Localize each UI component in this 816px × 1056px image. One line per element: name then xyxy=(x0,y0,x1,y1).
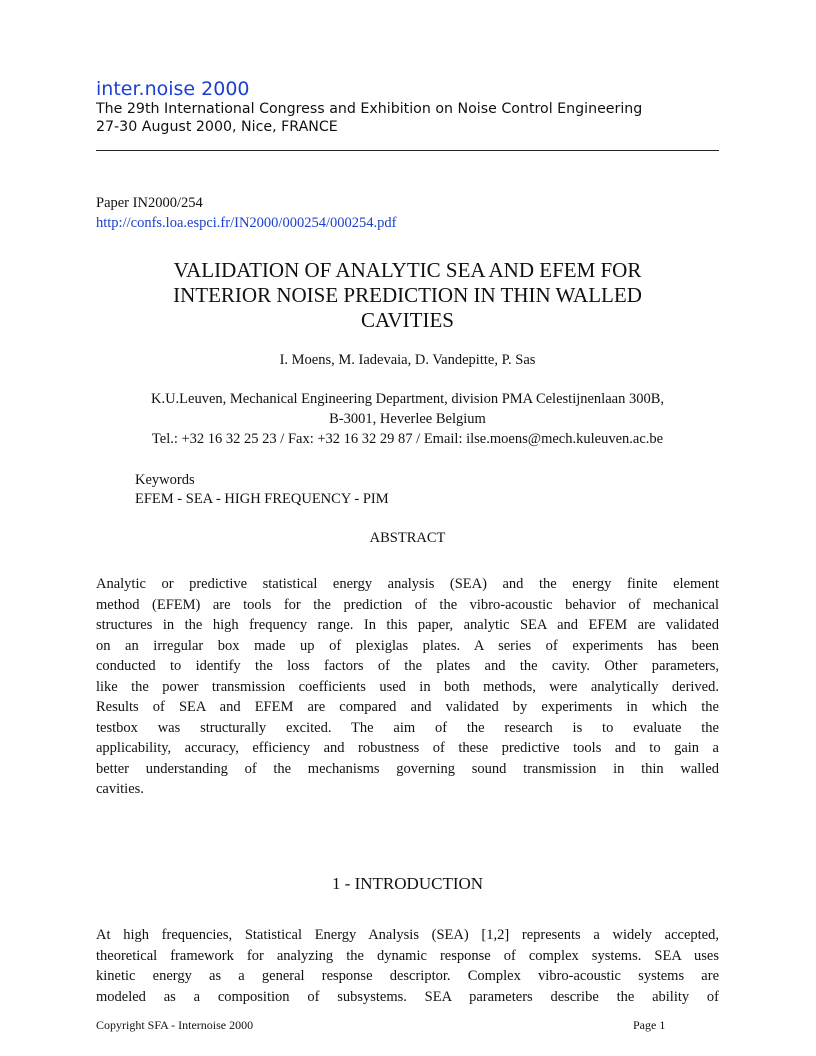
title-line: CAVITIES xyxy=(361,308,454,332)
affiliation-line: Tel.: +32 16 32 25 23 / Fax: +32 16 32 29 87 / Email: ilse.moens@mech.kuleuven.ac.be xyxy=(151,431,664,447)
title-line: INTERIOR NOISE PREDICTION IN THIN WALLED xyxy=(173,283,642,307)
abstract-line: Results of SEA and EFEM are compared and validated by experiments in which the xyxy=(96,699,719,715)
abstract-line: Analytic or predictive statistical energy analysis (SEA) and the energy finite element xyxy=(96,576,719,592)
introduction-line: modeled as a composition of subsystems. SEA parameters describe the ability of xyxy=(96,988,719,1005)
abstract-line: like the power transmission coefficients used in both methods, were analytically derived. xyxy=(96,678,719,695)
conference-name: inter.noise 2000 xyxy=(96,78,250,100)
footer-copyright: Copyright SFA - Internoise 2000 xyxy=(96,1018,254,1032)
paper-title xyxy=(96,258,719,333)
affiliation-line: B-3001, Heverlee Belgium xyxy=(329,411,486,427)
abstract-body xyxy=(96,574,719,800)
introduction-line: At high frequencies, Statistical Energy Analysis (SEA) [1,2] represents a widely accepted, xyxy=(96,927,719,943)
abstract-line: structures in the high frequency range. In this paper, analytic SEA and EFEM are validated xyxy=(96,617,719,633)
introduction-line: theoretical framework for analyzing the dynamic response of complex systems. SEA uses xyxy=(96,947,719,964)
introduction-line: kinetic energy as a general response descriptor. Complex vibro-acoustic systems are xyxy=(96,968,719,984)
abstract-line: applicability, accuracy, efficiency and robustness of these predictive tools and to gain a xyxy=(96,740,719,756)
conference-header xyxy=(96,78,719,136)
abstract-line: conducted to identify the loss factors of the plates and the cavity. Other parameters, xyxy=(96,658,719,674)
abstract-line: testbox was structurally excited. The aim of the research is to evaluate the xyxy=(96,719,719,736)
abstract-heading: ABSTRACT xyxy=(369,530,446,546)
paper-id: Paper IN2000/254 xyxy=(96,195,203,211)
paper-url-link[interactable]: http://confs.loa.espci.fr/IN2000/000254/000254.pdf xyxy=(96,215,397,231)
affiliation-line: K.U.Leuven, Mechanical Engineering Department, division PMA Celestijnenlaan 300B, xyxy=(150,391,665,407)
abstract-line: on an irregular box made up of plexiglas plates. A series of experiments has been xyxy=(96,637,719,654)
authors: I. Moens, M. Iadevaia, D. Vandepitte, P. Sas xyxy=(279,352,536,368)
keywords-label: Keywords xyxy=(135,472,195,488)
keywords-values: EFEM - SEA - HIGH FREQUENCY - PIM xyxy=(135,491,389,507)
section-heading-introduction: 1 - INTRODUCTION xyxy=(331,874,484,893)
footer-page-number: Page 1 xyxy=(633,1018,666,1032)
abstract-line: better understanding of the mechanisms governing sound transmission in thin walled xyxy=(96,760,719,777)
introduction-body xyxy=(96,925,719,1007)
affiliation xyxy=(96,389,719,449)
congress-name: The 29th International Congress and Exhibition on Noise Control Engineering xyxy=(96,101,643,117)
header-rule xyxy=(96,150,719,151)
title-line: VALIDATION OF ANALYTIC SEA AND EFEM FOR xyxy=(173,258,642,282)
conference-dates: 27-30 August 2000, Nice, FRANCE xyxy=(96,119,338,135)
abstract-line: method (EFEM) are tools for the prediction of the vibro-acoustic behavior of mechanical xyxy=(96,596,719,613)
abstract-line: cavities. xyxy=(96,781,144,797)
